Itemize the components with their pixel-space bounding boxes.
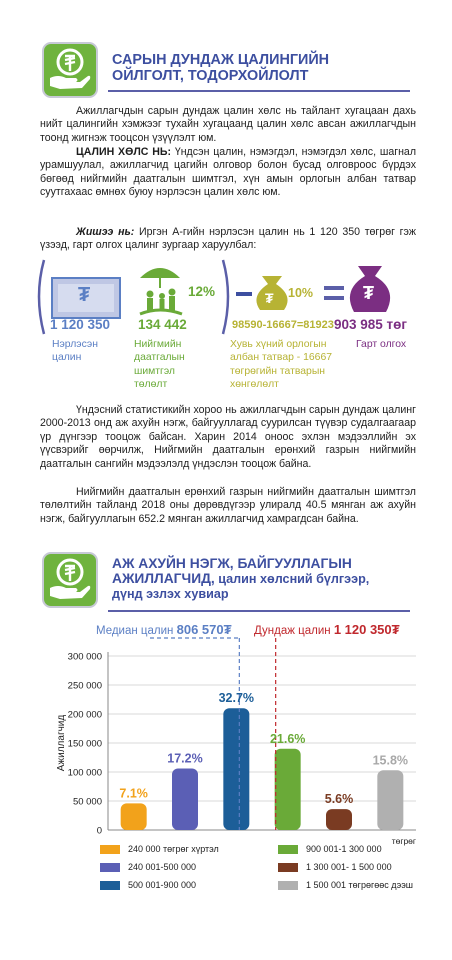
banknote-symbol: ₮ [78, 284, 91, 306]
definition-paragraph: ЦАЛИН ХӨЛС НЬ: Үндсэн цалин, нэмэгдэл, нэмэгдэл хөлс, шагнал урамшуулал, ажиллагчид цагийн олговор болон бусад олговроос бүрдэх бөгөөд нийгмийн даатгалын шимтгэл, хүн амын орлогын албан татвар суутгахаас өмнөх буюу нэрлэсэн цалин хөлс юм. [40, 146, 416, 199]
hand-coin-icon [44, 554, 96, 606]
y-tick-label: 0 [96, 825, 102, 837]
chart-gridlines [108, 656, 416, 830]
legend-label: 1 500 001 төгрөгөөс дээш [306, 880, 414, 890]
equals-sign-bottom [324, 296, 344, 300]
bar [275, 749, 301, 830]
bar [326, 809, 352, 830]
section1-title [112, 52, 329, 84]
tax-formula: 98590-16667=81923 [232, 319, 334, 331]
chart-bars [121, 708, 404, 830]
y-tick-label: 150 000 [67, 738, 102, 750]
legend-label: 900 001-1 300 000 [306, 844, 382, 854]
section2-rule [108, 610, 410, 612]
legend-swatch [100, 845, 120, 854]
minus-sign [236, 292, 252, 296]
equals-sign-top [324, 286, 344, 290]
net-bag-symbol: ₮ [363, 283, 374, 303]
bar [121, 803, 147, 830]
y-tick-label: 50 000 [72, 796, 102, 808]
example-label: Жишээ нь: [76, 226, 135, 238]
bar-percent-label: 5.6% [324, 792, 354, 807]
legend-swatch [278, 881, 298, 890]
ss-label: Нийгмийн даатгалын шимтгэл төлөлт [134, 339, 185, 391]
tax-percent: 10% [288, 286, 314, 300]
section2-title-line1: АЖ АХУЙН НЭГЖ, БАЙГУУЛЛАГЫН [112, 556, 352, 571]
y-tick-label: 250 000 [67, 680, 102, 692]
bar-percent-label: 15.8% [372, 753, 409, 768]
bar-percent-label: 21.6% [269, 731, 306, 746]
legend-item [278, 844, 382, 854]
section1-title-line2: ОЙЛГОЛТ, ТОДОРХОЙЛОЛТ [112, 68, 309, 85]
bar-percent-label: 32.7% [218, 691, 255, 706]
legend-item [278, 880, 413, 890]
ss-percent: 12% [188, 284, 216, 299]
gross-label: Нэрлэсэн цалин [52, 339, 98, 364]
y-tick-label: 100 000 [67, 767, 102, 779]
right-paren [223, 260, 228, 334]
section2-title-line3: дүнд эзлэх хувиар [112, 586, 229, 601]
statistics-paragraph: Үндэсний статистикийн хороо нь ажиллагчдын сарын дундаж цалинг 2000-2013 онд аж ахуйн нэгж, байгууллагад суурилсан түүвэр судалгаагаар үр дүнгээр тооцож байсан. Харин 2014 оноос эхлэн мэдээллийн эх үүсвэрийг өөрчилж, Нийгмийн даатгалын ерөнхий газрын нийгмийн даатгалын сангийн мэдээлэлд үндэслэн тооцож байна. [40, 404, 416, 470]
legend-label: 500 001-900 000 [128, 880, 197, 890]
median-header: Медиан цалин 806 570₮ [96, 622, 232, 637]
legend-label: 240 000 төгрөг хүртэл [128, 844, 219, 854]
bar [377, 770, 403, 830]
legend-label: 1 300 001- 1 500 000 [306, 862, 392, 872]
legend-swatch [100, 863, 120, 872]
legend-item [100, 880, 196, 890]
chart-labels [119, 691, 408, 806]
tax-label: Хувь хүний орлогын албан татвар - 16667 төгрөгийн татварын хөнгөлөлт [230, 339, 332, 391]
example-paragraph: Жишээ нь: Иргэн А-гийн нэрлэсэн цалин нь 1 120 350 төгрөг гэж үзээд, гарт олгох цалинг зургаар харуулбал: [40, 226, 416, 252]
legend-swatch [278, 845, 298, 854]
y-tick-label: 200 000 [67, 709, 102, 721]
salary-distribution-chart [0, 618, 452, 868]
net-value: 903 985 төг [334, 317, 408, 332]
bar-percent-label: 7.1% [119, 786, 148, 801]
umbrella-family-icon [140, 268, 182, 314]
gross-value: 1 120 350 [50, 317, 111, 332]
bar [223, 708, 249, 830]
intro-paragraph: Ажиллагчдын сарын дундаж цалин хөлс нь тайлант хугацаан дахь нийт цалингийн хэмжээг тухайн хугацаанд цалин хөлс авсан ажиллагчдын тоонд жигнэж тооцсон үзүүлэлт юм. [40, 105, 416, 144]
y-tick-label: 300 000 [67, 651, 102, 663]
legend-item [278, 862, 392, 872]
legend-item [100, 844, 219, 854]
salary-icon-tile [42, 42, 98, 98]
left-paren [39, 260, 44, 334]
legend-label: 240 001-500 000 [128, 862, 197, 872]
legend-swatch [278, 863, 298, 872]
section2-title-line2: АЖИЛЛАГЧИД, цалин хөлсний бүлгээр, [112, 571, 370, 587]
x-axis-label: төгрөг [391, 836, 416, 846]
section1-rule [108, 90, 410, 92]
social-insurance-paragraph: Нийгмийн даатгалын ерөнхий газрын нийгмийн даатгалын шимтгэл төлөлтийн тайланд 2018 оны дөрөвдүгээр улиралд 40.5 мянган аж ахуйн нэгж, байгууллагын 652.2 мянган ажиллагчид хамрагдсан байна. [40, 486, 416, 525]
legend-swatch [100, 881, 120, 890]
tax-bag-symbol: ₮ [265, 290, 274, 306]
y-axis-label: Ажиллагчид [56, 714, 67, 772]
salary-group-icon-tile [42, 552, 98, 608]
section2-title [112, 556, 369, 601]
hand-coin-icon [44, 44, 96, 96]
bar-percent-label: 17.2% [167, 751, 203, 766]
definition-label: ЦАЛИН ХӨЛС НЬ: [76, 146, 172, 158]
section1-title-line1: САРЫН ДУНДАЖ ЦАЛИНГИЙН [112, 52, 330, 68]
ss-value: 134 442 [138, 317, 187, 332]
legend-item [100, 862, 196, 872]
bar [172, 769, 198, 830]
net-label: Гарт олгох [356, 339, 407, 350]
mean-header: Дундаж цалин 1 120 350₮ [254, 622, 400, 637]
